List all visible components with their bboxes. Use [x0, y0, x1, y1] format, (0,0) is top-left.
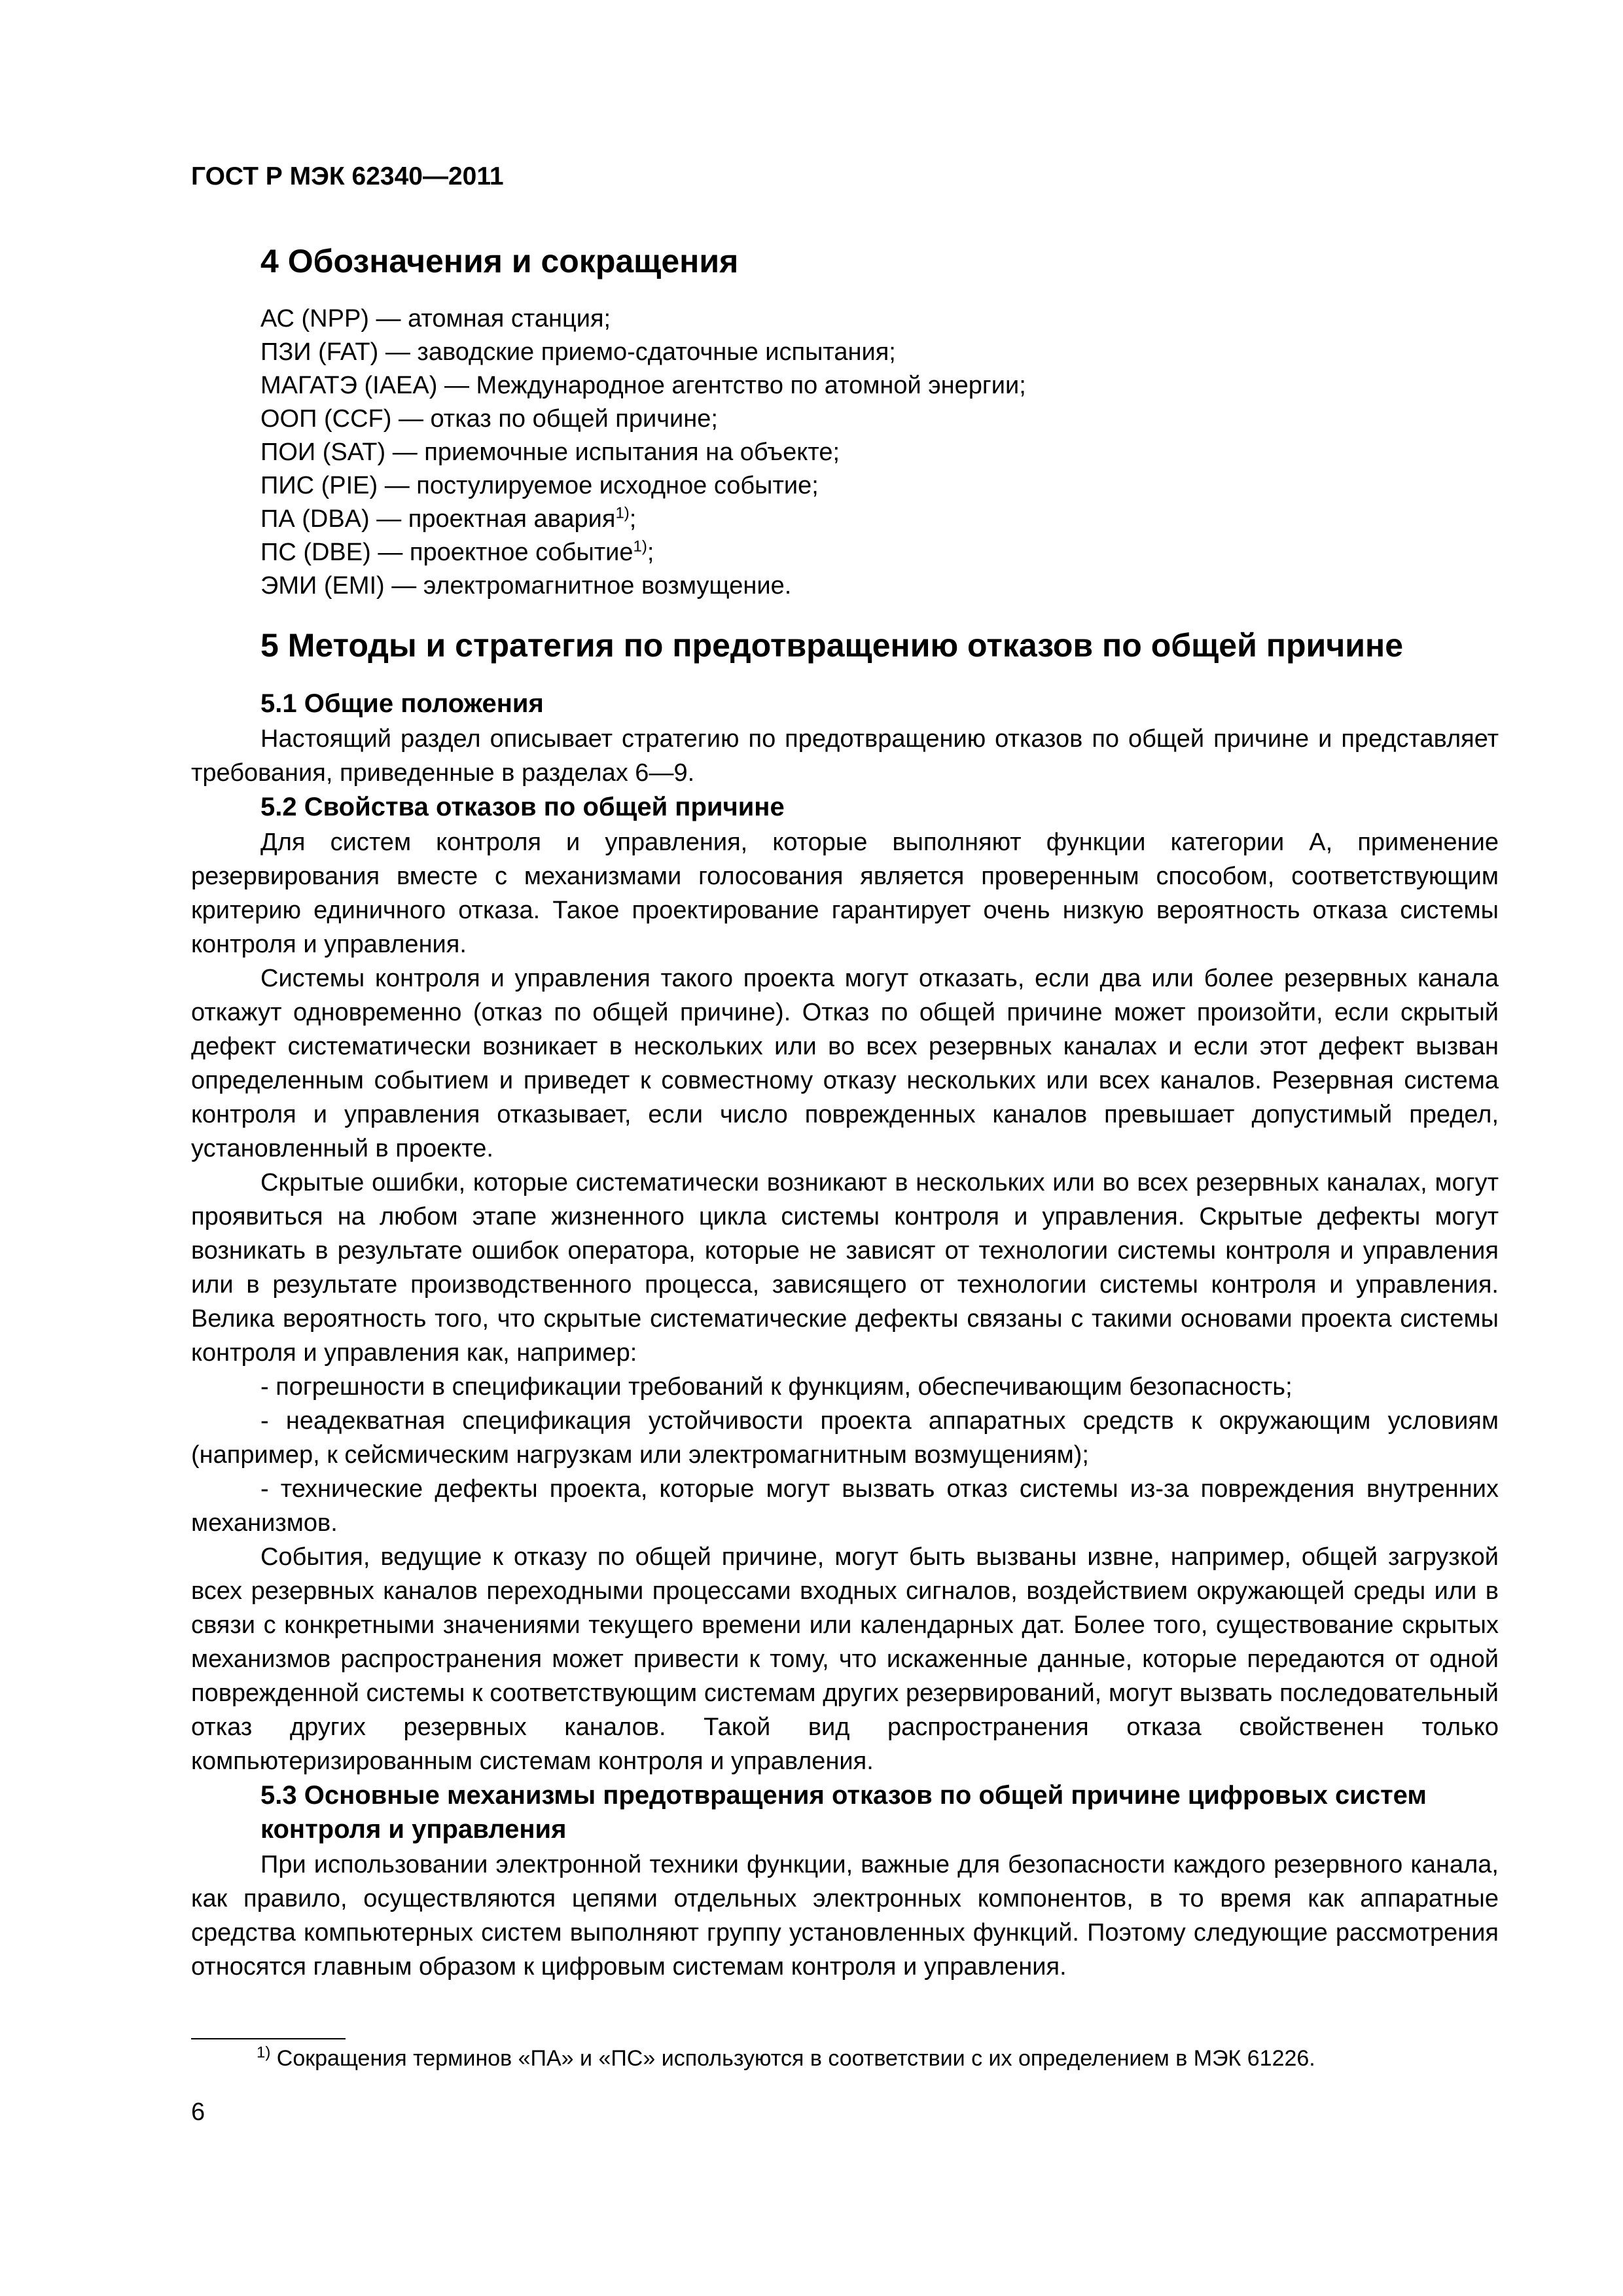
paragraph: Настоящий раздел описывает стратегию по предотвращению отказов по общей причине и представляет требования, приведенные в разделах 6—9.: [191, 725, 1499, 787]
paragraph: Скрытые ошибки, которые систематически возникают в нескольких или во всех резервных каналах, могут проявиться на любом этапе жизненного цикла системы контроля и управления. Скрытые дефекты могут возникать в результате ошибок оператора, которые не зависят от технологии системы контроля и управления или в результате производственного процесса, зависящего от технологии системы контроля и управления. Велика вероятность того, что скрытые систематические дефекты связаны с такими основами проекта системы контроля и управления как, например:: [191, 1169, 1499, 1367]
section-4-title: 4 Обозначения и сокращения: [260, 243, 739, 279]
paragraph: При использовании электронной техники функции, важные для безопасности каждого резервного канала, как правило, осуществляются цепями отдельных электронных компонентов, в то время как аппаратные средства компьютерных систем выполняют группу установленных функций. Поэтому следующие рассмотрения относятся главным образом к цифровым системам контроля и управления.: [191, 1851, 1499, 1981]
paragraph: - неадекватная спецификация устойчивости проекта аппаратных средств к окружающим условиям (например, к сейсмическим нагрузкам или электромагнитным возмущениям);: [191, 1407, 1499, 1469]
abbreviation-item: [260, 302, 1499, 336]
abbreviation-text: ПА (DBA) — проектная авария: [260, 505, 616, 533]
footnote-divider: [191, 2038, 346, 2039]
section-5-1-body: [191, 722, 1499, 790]
footnote: [257, 2043, 1500, 2073]
abbreviation-text: АС (NPP) — атомная станция;: [260, 305, 611, 332]
abbreviation-text: ПОИ (SAT) — приемочные испытания на объекте;: [260, 439, 840, 466]
abbreviation-item: [260, 503, 1499, 536]
section-5-title: 5 Методы и стратегия по предотвращению отказов по общей причине: [260, 627, 1403, 664]
abbreviation-item: [260, 336, 1499, 369]
standard-header: ГОСТ Р МЭК 62340—2011: [191, 162, 504, 190]
section-5-3-title: 5.3 Основные механизмы предотвращения отказов по общей причине цифровых систем контроля и управления: [260, 1781, 1427, 1844]
abbreviation-item: [260, 536, 1499, 569]
footnote-marker: 1): [257, 2043, 271, 2062]
abbreviation-text: ПИС (PIE) — постулируемое исходное событие;: [260, 472, 819, 499]
footnote-reference: 1): [615, 504, 630, 522]
document-body: [191, 242, 1499, 1984]
paragraph: Системы контроля и управления такого проекта могут отказать, если два или более резервных канала откажут одновременно (отказ по общей причине). Отказ по общей причине может произойти, если скрытый дефект систематически возникает в нескольких или во всех резервных каналах и если этот дефект вызван определенным событием и приведет к совместному отказу нескольких или всех каналов. Резервная система контроля и управления отказывает, если число поврежденных каналов превышает допустимый предел, установленный в проекте.: [191, 965, 1499, 1162]
abbreviation-tail: ;: [647, 539, 654, 566]
abbreviation-item: [260, 403, 1499, 436]
paragraph: Для систем контроля и управления, которые выполняют функции категории А, применение резервирования вместе с механизмами голосования является проверенным способом, соответствующим критерию единичного отказа. Такое проектирование гарантирует очень низкую вероятность отказа системы контроля и управления.: [191, 829, 1499, 958]
page-number: 6: [191, 2098, 205, 2126]
abbreviation-item: [260, 569, 1499, 603]
footnote-reference: 1): [633, 537, 647, 556]
abbreviation-item: [260, 469, 1499, 503]
section-5-3-body: [191, 1848, 1499, 1984]
paragraph: - технические дефекты проекта, которые могут вызвать отказ системы из-за повреждения внутренних механизмов.: [191, 1475, 1499, 1537]
paragraph: - погрешности в спецификации требований к функциям, обеспечивающим безопасность;: [260, 1373, 1293, 1401]
paragraph: События, ведущие к отказу по общей причине, могут быть вызваны извне, например, общей загрузкой всех резервных каналов переходными процессами входных сигналов, воздействием окружающей среды или в связи с конкретными значениями текущего времени или календарных дат. Более того, существование скрытых механизмов распространения может привести к тому, что искаженные данные, которые передаются от одной поврежденной системы к соответствующим системам других резервирований, могут вызвать последовательный отказ других резервных каналов. Такой вид распространения отказа свойственен только компьютеризированным системам контроля и управления.: [191, 1543, 1499, 1775]
abbreviation-list: [260, 302, 1499, 603]
abbreviation-text: ООП (CCF) — отказ по общей причине;: [260, 405, 718, 433]
section-5-2-title: 5.2 Свойства отказов по общей причине: [260, 793, 785, 821]
abbreviation-tail: ;: [629, 505, 637, 533]
abbreviation-item: [260, 436, 1499, 469]
abbreviation-text: ЭМИ (EMI) — электромагнитное возмущение.: [260, 572, 792, 600]
abbreviation-text: ПЗИ (FAT) — заводские приемо-сдаточные испытания;: [260, 338, 896, 366]
footnote-text: Сокращения терминов «ПА» и «ПС» используются в соответствии с их определением в МЭК 61226.: [270, 2046, 1315, 2071]
abbreviation-item: [260, 369, 1499, 403]
abbreviation-text: ПС (DBE) — проектное событие: [260, 539, 633, 566]
abbreviation-text: МАГАТЭ (IAEA) — Международное агентство по атомной энергии;: [260, 372, 1026, 399]
section-5-2-body: [191, 825, 1499, 1778]
section-5-1-title: 5.1 Общие положения: [260, 689, 544, 718]
